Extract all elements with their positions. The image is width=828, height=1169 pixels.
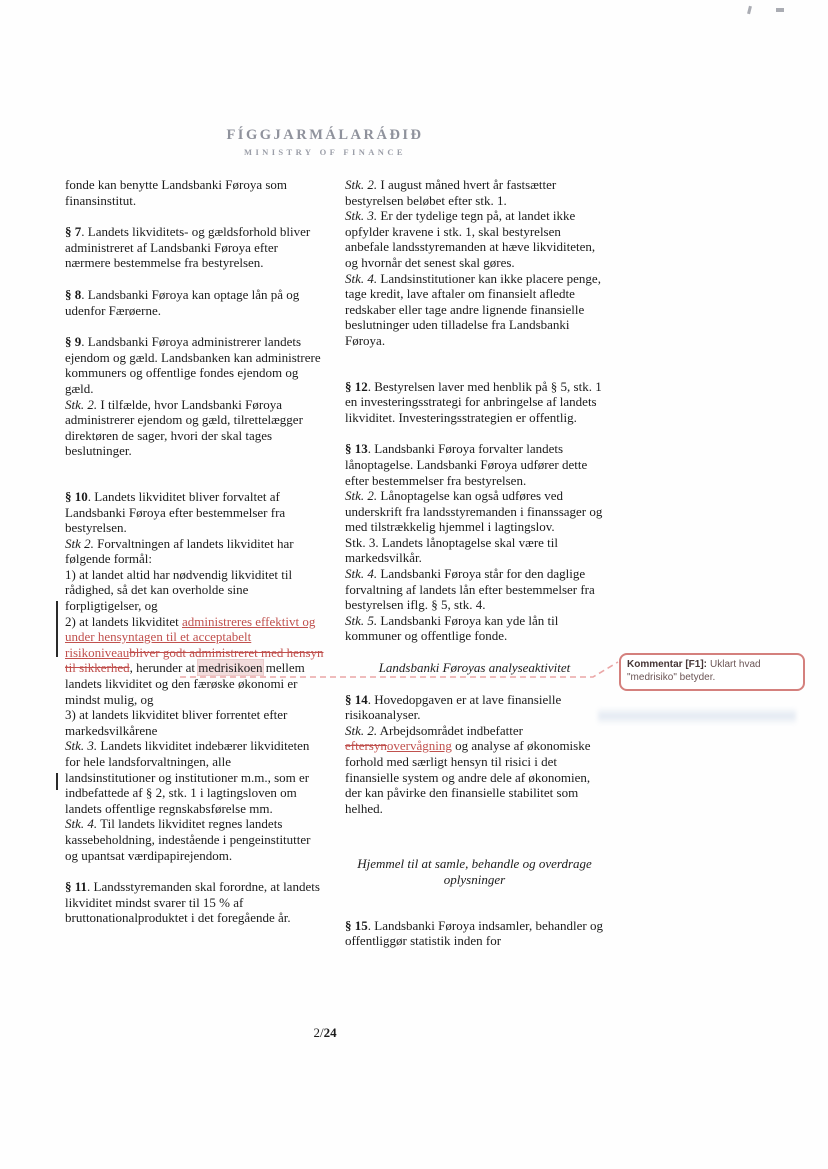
comment-balloon[interactable] [619,653,805,691]
scan-artifact [776,8,784,12]
section-number: § 10 [65,488,88,504]
text-run: , herunder at [129,660,199,676]
text-run: Forvaltningen af landets likviditet har følgende formål: [65,535,294,567]
paragraph-s10-stk4 [65,816,324,863]
paragraph-s10-stk2 [65,536,324,567]
text-run: Lånoptagelse kan også udføres ved underskrift fra landsstyremanden i finanssager og med tilstrækkelig hjemmel i lagtingslov. [345,488,603,535]
heading-hjemmel [345,856,604,887]
tracked-change-bar [56,773,58,790]
paragraph-s10-item1 [65,567,324,614]
section-number: § 7 [65,224,82,240]
ministry-logo-subtitle: MINISTRY OF FINANCE [244,147,406,157]
stk-label: Stk. 4. [345,566,378,582]
right-column [345,177,604,965]
text-run: . Bestyrelsen laver med henblik på § 5, stk. 1 en investeringsstrategi for anbringelse af landets likviditet. Investeringsstrategien er offentlig. [345,378,602,425]
text-run: . Landsbanki Føroya forvalter landets lånoptagelse. Landsbanki Føroya udfører dette efter bestemmelser fra bestyrelsen. [345,441,588,488]
paragraph-stk2 [345,177,604,208]
inserted-text: overvågning [386,738,452,754]
stk-label: Stk. 5. [345,612,378,628]
text-run: Stk. 3. Landets lånoptagelse skal være til markedsvilkår. [345,534,559,566]
hjemmel-heading-section [345,856,604,887]
deleted-text: bliver godt administreret med hensyn til sikkerhed [65,644,324,676]
text-run: . Landsbanki Føroya kan optage lån på og udenfor Færøerne. [65,286,300,318]
ministry-logo-title: FÍGGJARMÁLARÁÐIÐ [226,127,424,143]
section-14 [345,692,604,817]
section-11 [65,879,324,926]
page-number [196,1025,454,1041]
ministry-logo [196,127,454,157]
text-run: . Landets likviditet bliver forvaltet af Landsbanki Føroya efter bestemmelser fra bestyrelsen. [65,488,286,536]
section-number: § 14 [345,691,368,707]
stk-label: Stk. 2. [345,488,378,504]
text-run: . Landsstyremanden skal forordne, at landets likviditet mindst svarer til 15 % af bruttonationalproduktet i det foregående år. [65,879,320,926]
paragraph-s10-item3 [65,707,324,738]
paragraph-s11 [65,879,324,926]
text-run: Landsbanki Føroya står for den daglige forvaltning af landets lån efter bestemmelser fra bestyrelsen iflg. § 5, stk. 4. [345,566,595,613]
text-run: fonde kan benytte Landsbanki Føroya som finansinstitut. [65,177,288,208]
text-run: mellem landets likviditet og den færøske økonomi er mindst mulig, og [65,660,305,707]
scan-artifact [747,6,752,14]
paragraph-s9 [65,334,324,396]
section-number: § 15 [345,917,368,933]
stk-label: Stk. 4. [345,270,378,286]
section-number: § 9 [65,334,82,350]
continuation-section [65,177,324,208]
paragraph-s12 [345,379,604,426]
paragraph-s7 [65,224,324,271]
deleted-text: eftersyn [345,738,387,754]
paragraph-s13-stk5 [345,613,604,644]
paragraph-s10 [65,489,324,536]
text-run: . Landsbanki Føroya indsamler, behandler og offentliggør statistik inden for [345,917,603,949]
section-9 [65,334,324,459]
paragraph-stk3 [345,208,604,270]
paragraph-s13-stk4 [345,566,604,613]
section-12 [345,379,604,426]
paragraph-stk4 [345,271,604,349]
text-run: 1) at landet altid har nødvendig likviditet til rådighed, så det kan overholde sine forpligtigelser, og [65,566,293,614]
section-number: § 12 [345,378,368,394]
comment-anchor: medrisikoen [198,660,263,676]
text-run: Landsbanki Føroya kan yde lån til kommuner og offentlige fonde. [345,612,559,644]
comment-text: Uklart hvad "medrisiko" betyder. [627,659,761,683]
stk-label: Stk 2. [65,535,94,551]
section-8 [65,287,324,318]
text-run: og analyse af økonomiske forhold med særligt hensyn til risici i det finansielle system og andre dele af økonomien, der kan påvirke den finansielle stabilitet som helhed. [345,738,591,816]
text-run: Arbejdsområdet indbefatter [377,722,523,738]
analysis-heading-section [345,660,604,676]
text-run: Landsbanki Føroyas analyseaktivitet [378,660,571,676]
stk-label: Stk. 3. [345,208,378,224]
section-10 [65,489,324,863]
paragraph-s9-stk2 [65,397,324,459]
section-13 [345,441,604,644]
left-column [65,177,324,942]
text-run: Landsinstitutioner kan ikke placere penge, tage kredit, lave aftaler om finansielt afledte redskaber eller tage andre lignende finansielle beslutninger uden tilladelse fra Landsbanki Føroya. [345,270,601,348]
stk-label: Stk. 2. [345,722,378,738]
text-run: Er der tydelige tegn på, at landet ikke opfylder kravene i stk. 1, skal bestyrelsen anbefale landsstyremanden at hæve likviditeten, og hvornår det senest skal gøres. [345,208,596,270]
text-run: 3) at landets likviditet bliver forrentet efter markedsvilkårene [65,707,288,738]
section-6-continuation [345,177,604,349]
text-run: Til landets likviditet regnes landets kassebeholdning, indestående i pengeinstitutter og upantsat værdipapirejendom. [65,816,311,863]
section-number: § 13 [345,441,368,457]
scan-smudge [598,707,796,725]
section-number: § 11 [65,879,88,895]
paragraph-s13-stk3 [345,535,604,566]
text-run: . Landsbanki Føroya administrerer landets ejendom og gæld. Landsbanken kan administrere kommuners og offentlige fondes ejendom og gæld. [65,334,321,396]
page-number-current: 2/ [313,1025,324,1040]
stk-label: Stk. 2. [65,396,98,412]
text-run: . Landets likviditets- og gældsforhold bliver administreret af Landsbanki Føroya efter nærmere bestemmelse fra bestyrelsen. [65,224,311,271]
section-7 [65,224,324,271]
stk-label: Stk. 3. [65,738,98,754]
text-run: 2) at landets likviditet [65,613,182,629]
paragraph-s14-stk2-tracked-changes [345,723,604,817]
stk-label: Stk. 2. [345,177,378,192]
heading-analyseaktivitet [345,660,604,676]
text-run: Landets likviditet indebærer likviditeten for hele landsforvaltningen, alle landsinstitutioner og institutioner m.m., som er indbefattede af § 2, stk. 1 i lagtingsloven om landets offentlige regnskabsførelse mm. [65,738,310,816]
section-number: § 8 [65,286,82,302]
text-run: I tilfælde, hvor Landsbanki Føroya administrerer ejendom og gæld, tilrettelægger direktøren de sager, hvori der skal tages beslutninger. [65,396,303,459]
paragraph-s15 [345,918,604,949]
page-number-total: 24 [323,1025,337,1040]
comment-label: Kommentar [F1]: [627,659,708,670]
paragraph-continuation [65,177,324,208]
text-run: . Hovedopgaven er at lave finansielle risikoanalyser. [345,691,562,723]
text-run: I august måned hvert år fastsætter bestyrelsen beløbet efter stk. 1. [345,177,557,208]
paragraph-s14 [345,692,604,723]
paragraph-s10-item2-tracked-changes [65,614,324,708]
text-run: Hjemmel til at samle, behandle og overdrage oplysninger [357,856,592,887]
section-15 [345,918,604,949]
paragraph-s10-stk3 [65,738,324,816]
paragraph-s13 [345,441,604,488]
tracked-change-bar [56,601,58,657]
stk-label: Stk. 4. [65,816,98,832]
inserted-text: administreres effektivt og under hensyntagen til et acceptabelt risikoniveau [65,613,316,660]
paragraph-s13-stk2 [345,488,604,535]
paragraph-s8 [65,287,324,318]
